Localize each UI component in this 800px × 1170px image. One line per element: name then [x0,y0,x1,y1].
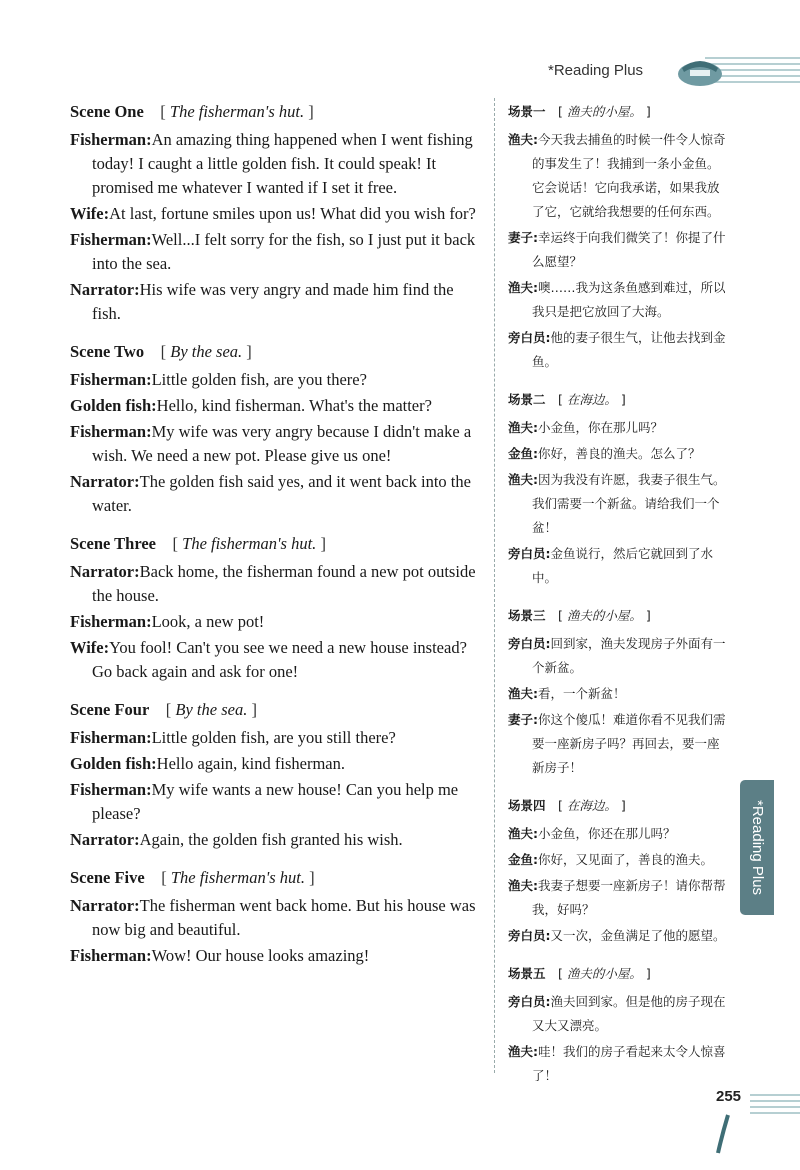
dialogue-line [70,894,485,942]
dialogue-text: 因为我没有许愿，我妻子很生气。我们需要一个新盆。请给我们一个盆！ [532,472,726,535]
dialogue-line [70,636,485,684]
scene-name: Scene One [70,102,144,121]
dialogue-text: 幸运终于向我们微笑了！你提了什么愿望？ [532,230,726,269]
dialogue-text: My wife wants a new house! Can you help me please? [92,780,459,823]
speaker-label: Fisherman: [70,728,152,747]
scene-setting: 渔夫的小屋。 [566,966,642,981]
scene-heading: Scene Two [ By the sea. ] [70,342,252,361]
scene-name: 场景五 [508,966,546,981]
scene-name: Scene Four [70,700,150,719]
scene-setting: By the sea. [170,342,243,361]
speaker-label: 妻子: [508,230,538,245]
dialogue-text: An amazing thing happened when I went fishing today! I caught a little golden fish. It could speak! It promised me whatever I wanted if I set it free. [92,130,473,197]
speaker-label: 金鱼: [508,446,538,461]
scene-heading: 场景二 [ 在海边。 ] [508,392,626,407]
dialogue-text: 又一次，金鱼满足了他的愿望。 [550,928,726,943]
dialogue-line [508,924,730,948]
speaker-label: 渔夫: [508,472,538,487]
dialogue-text: Hello again, kind fisherman. [156,754,345,773]
dialogue-text: Hello, kind fisherman. What's the matter? [156,396,432,415]
dialogue-text: Look, a new pot! [151,612,265,631]
scene-setting: 渔夫的小屋。 [566,104,642,119]
dialogue-text: His wife was very angry and made him find the fish. [92,280,454,323]
speaker-label: Fisherman: [70,780,152,799]
dialogue-line [508,708,730,780]
speaker-label: 旁白员: [508,928,551,943]
book-stack-icon [660,48,800,92]
scene-setting: The fisherman's hut. [182,534,317,553]
dialogue-line [508,542,730,590]
speaker-label: 渔夫: [508,132,538,147]
speaker-label: Wife: [70,638,110,657]
dialogue-text: Back home, the fisherman found a new pot outside the house. [92,562,476,605]
dialogue-text: You fool! Can't you see we need a new house instead? Go back again and ask for one! [92,638,467,681]
dialogue-text: 你好，又见面了，善良的渔夫。 [538,852,714,867]
speaker-label: Narrator: [70,472,140,491]
speaker-label: 旁白员: [508,994,551,1009]
dialogue-text: 噢……我为这条鱼感到难过，所以我只是把它放回了大海。 [532,280,726,319]
speaker-label: 渔夫: [508,878,538,893]
dialogue-text: Again, the golden fish granted his wish. [139,830,403,849]
speaker-label: Fisherman: [70,612,152,631]
speaker-label: Fisherman: [70,370,152,389]
dialogue-text: 渔夫回到家。但是他的房子现在又大又漂亮。 [532,994,726,1033]
reading-plus-side-tab [740,780,774,915]
scene-heading: Scene Four [ By the sea. ] [70,700,257,719]
scene-heading: Scene Five [ The fisherman's hut. ] [70,868,315,887]
speaker-label: Narrator: [70,896,140,915]
page-number: 255 [716,1088,742,1105]
scene-name: 场景三 [508,608,546,623]
speaker-label: Fisherman: [70,230,152,249]
dialogue-line [508,416,730,440]
scene-setting: 在海边。 [566,392,617,407]
dialogue-text: 小金鱼，你还在那儿吗？ [538,826,676,841]
scene-setting: The fisherman's hut. [169,102,305,121]
dialogue-text: 你好，善良的渔夫。怎么了？ [538,446,701,461]
dialogue-line [70,610,485,634]
scene-name: 场景四 [508,798,546,813]
dialogue-line [508,442,730,466]
speaker-label: Wife: [70,204,110,223]
speaker-label: Golden fish: [70,754,157,773]
chinese-translation [508,100,730,1090]
speaker-label: 旁白员: [508,330,551,345]
scene-name: 场景二 [508,392,546,407]
speaker-label: Narrator: [70,830,140,849]
dialogue-line [508,468,730,540]
dialogue-line [508,632,730,680]
speaker-label: 渔夫: [508,280,538,295]
dialogue-line [70,944,485,968]
scene-heading: Scene One [ The fisherman's hut. ] [70,102,314,121]
speaker-label: 妻子: [508,712,538,727]
scene-setting: 在海边。 [566,798,617,813]
dialogue-line [70,128,485,200]
dialogue-line [508,1040,730,1088]
dialogue-line [70,752,485,776]
dialogue-line [508,226,730,274]
dialogue-line [70,202,485,226]
speaker-label: 金鱼: [508,852,538,867]
dialogue-line [508,990,730,1038]
dialogue-line [70,470,485,518]
english-script [70,100,485,970]
header-label: *Reading Plus [548,62,644,79]
speaker-label: 渔夫: [508,420,538,435]
scene-setting: The fisherman's hut. [170,868,305,887]
dialogue-line [70,828,485,852]
dialogue-text: 看，一个新盆！ [538,686,626,701]
scene-heading: 场景四 [ 在海边。 ] [508,798,626,813]
dialogue-text: The fisherman went back home. But his house was now big and beautiful. [92,896,476,939]
dialogue-text: Little golden fish, are you still there? [151,728,396,747]
scene-name: Scene Three [70,534,157,553]
speaker-label: 渔夫: [508,826,538,841]
dialogue-text: Little golden fish, are you there? [151,370,367,389]
speaker-label: Fisherman: [70,946,152,965]
speaker-label: 旁白员: [508,546,551,561]
speaker-label: Narrator: [70,562,140,581]
dialogue-line [508,682,730,706]
dialogue-text: 哇！我们的房子看起来太令人惊喜了！ [532,1044,726,1083]
dialogue-text: 我妻子想要一座新房子！请你帮帮我，好吗？ [532,878,726,917]
dialogue-line [508,276,730,324]
speaker-label: Fisherman: [70,130,152,149]
dialogue-line [508,848,730,872]
dialogue-text: At last, fortune smiles upon us! What did you wish for? [109,204,476,223]
dialogue-text: 你这个傻瓜！难道你看不见我们需要一座新房子吗？再回去，要一座新房子！ [532,712,726,775]
scene-heading: Scene Three [ The fisherman's hut. ] [70,534,326,553]
scene-heading: 场景三 [ 渔夫的小屋。 ] [508,608,651,623]
dialogue-text: Well...I felt sorry for the fish, so I just put it back into the sea. [92,230,476,273]
dialogue-text: The golden fish said yes, and it went back into the water. [92,472,471,515]
side-tab-label: *Reading Plus [749,799,766,896]
dialogue-text: Wow! Our house looks amazing! [151,946,370,965]
speaker-label: 渔夫: [508,686,538,701]
dialogue-text: My wife was very angry because I didn't make a wish. We need a new pot. Please give us one! [92,422,472,465]
scene-setting: 渔夫的小屋。 [566,608,642,623]
page-corner-decoration [700,1085,800,1155]
dialogue-line [70,368,485,392]
dialogue-line [70,278,485,326]
dialogue-line [508,128,730,224]
speaker-label: Narrator: [70,280,140,299]
scene-name: Scene Two [70,342,145,361]
dialogue-text: 今天我去捕鱼的时候一件令人惊奇的事发生了！我捕到一条小金鱼。它会说话！它向我承诺，如果我放了它，它就给我想要的任何东西。 [532,132,726,219]
dialogue-line [70,560,485,608]
dialogue-text: 他的妻子很生气，让他去找到金鱼。 [532,330,726,369]
dialogue-line [508,326,730,374]
speaker-label: 旁白员: [508,636,551,651]
scene-heading: 场景五 [ 渔夫的小屋。 ] [508,966,651,981]
dialogue-text: 小金鱼，你在那儿吗？ [538,420,664,435]
dialogue-line [508,822,730,846]
dialogue-text: 回到家，渔夫发现房子外面有一个新盆。 [532,636,726,675]
speaker-label: Fisherman: [70,422,152,441]
dialogue-text: 金鱼说行，然后它就回到了水中。 [532,546,714,585]
speaker-label: Golden fish: [70,396,157,415]
dialogue-line [70,228,485,276]
scene-setting: By the sea. [175,700,248,719]
dialogue-line [508,874,730,922]
scene-name: 场景一 [508,104,546,119]
scene-name: Scene Five [70,868,145,887]
dialogue-line [70,420,485,468]
dialogue-line [70,394,485,418]
column-divider [494,98,495,1073]
dialogue-line [70,778,485,826]
scene-heading: 场景一 [ 渔夫的小屋。 ] [508,104,651,119]
dialogue-line [70,726,485,750]
speaker-label: 渔夫: [508,1044,538,1059]
